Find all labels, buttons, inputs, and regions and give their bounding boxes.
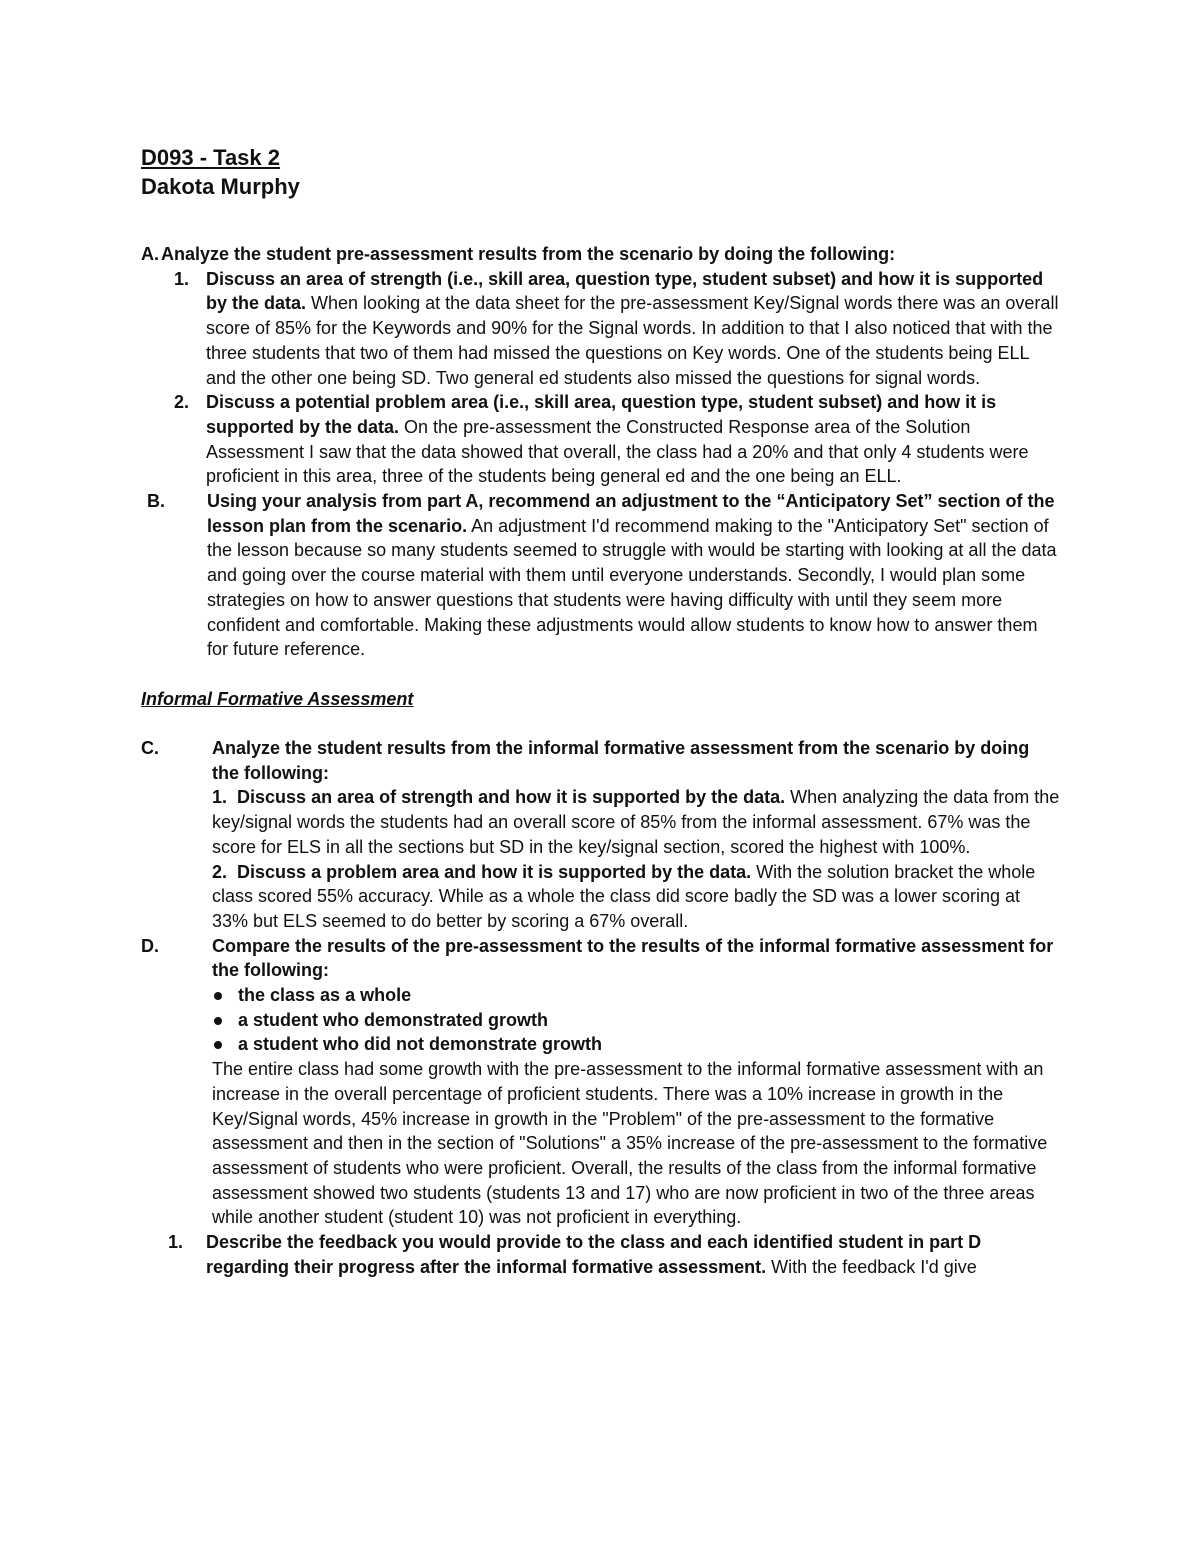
section-b — [141, 489, 1061, 662]
section-c-item-1-paragraph — [212, 785, 1061, 859]
section-c-letter: C. — [141, 738, 159, 759]
section-d-heading: Compare the results of the pre-assessment to the results of the informal formative assessment for the following: — [212, 935, 1054, 981]
section-c-item-2-response: With the solution bracket the whole class scored 55% accuracy. While as a whole the class did score badly the SD was a lower scoring at 33% but ELS seemed to do better by scoring a 67% overall. — [212, 861, 1036, 931]
section-c-heading: Analyze the student results from the informal formative assessment from the scenario by doing the following: — [212, 738, 1030, 783]
section-a-heading: Analyze the student pre-assessment results from the scenario by doing the following: — [161, 244, 896, 264]
section-d-bullet-1 — [212, 983, 1061, 1008]
section-d-bullet-3 — [212, 1032, 1061, 1057]
section-c-item-2-prompt: Discuss a problem area and how it is supported by the data. — [237, 861, 752, 882]
section-a-item-1-number: 1. — [174, 268, 190, 289]
section-a — [141, 242, 1061, 267]
section-a-item-1 — [141, 267, 1061, 391]
section-d-bullet-3-text: a student who did not demonstrate growth — [238, 1034, 602, 1055]
section-a-item-2-prompt: Discuss a potential problem area (i.e., skill area, question type, student subset) and how it is supported by the data. — [206, 392, 997, 437]
author-name: Dakota Murphy — [141, 174, 300, 199]
section-c-item-1-prompt: Discuss an area of strength and how it is supported by the data. — [237, 787, 786, 808]
section-d-bullet-2 — [212, 1008, 1061, 1033]
section-b-response: An adjustment I'd recommend making to the "Anticipatory Set" section of the lesson because so many students seemed to struggle with would be starting with looking at all the data and going over the course material with them until everyone understands. Secondly, I would plan some strategies on how to answer questions that students were having difficulty with until they seem more confident and comfortable. Making these adjustments would allow students to know how to answer them for future reference. — [207, 515, 1057, 660]
section-d-item-1-number: 1. — [168, 1232, 184, 1253]
document-title: D093 - Task 2 — [141, 145, 281, 170]
section-d-response: The entire class had some growth with the pre-assessment to the informal formative assessment with an increase in the overall percentage of proficient students. There was a 10% increase in growth in the Key/Signal words, 45% increase in growth in the "Problem" of the pre-assessment to the formative assessment and then in the section of "Solutions" a 35% increase of the pre-assessment to the formative assessment of students who were proficient. Overall, the results of the class from the informal formative assessment showed two students (students 13 and 17) who are now proficient in two of the three areas while another student (student 10) was not proficient in everything. — [212, 1059, 1048, 1228]
bullet-dot-icon — [214, 992, 222, 1000]
section-b-paragraph — [207, 489, 1061, 662]
section-d-bullet-2-text: a student who demonstrated growth — [238, 1009, 549, 1030]
section-d-item-1-prompt: Describe the feedback you would provide to the class and each identified student in part D regarding their progress after the informal formative assessment. — [206, 1232, 982, 1277]
section-c-item-2-number: 2. — [212, 861, 228, 882]
section-d-item-1 — [141, 1230, 1061, 1279]
informal-formative-assessment-heading: Informal Formative Assessment — [141, 688, 414, 709]
section-c — [141, 736, 1061, 934]
section-a-item-2 — [141, 390, 1061, 489]
section-a-letter: A. — [141, 244, 159, 264]
section-a-item-1-prompt: Discuss an area of strength (i.e., skill area, question type, student subset) and how it is supported by the data. — [206, 268, 1044, 314]
section-a-item-2-number: 2. — [174, 392, 190, 413]
section-d-item-1-paragraph — [206, 1230, 1061, 1279]
section-a-item-1-paragraph — [206, 267, 1061, 391]
section-a-item-2-paragraph — [206, 390, 1061, 489]
section-b-letter: B. — [147, 491, 165, 512]
section-d-bullet-1-text: the class as a whole — [238, 985, 412, 1006]
bullet-dot-icon — [214, 1017, 222, 1025]
section-b-prompt: Using your analysis from part A, recommend an adjustment to the “Anticipatory Set” section of the lesson plan from the scenario. — [207, 491, 1055, 536]
section-a-item-2-response: On the pre-assessment the Constructed Response area of the Solution Assessment I saw that the data showed that overall, the class had a 20% and that only 4 students were proficient in this area, three of the students being general ed and the one being an ELL. — [206, 416, 1029, 487]
document-body — [141, 242, 1061, 1280]
section-d-item-1-response: With the feedback I'd give — [766, 1256, 977, 1277]
section-c-item-1-number: 1. — [212, 787, 228, 808]
section-d-letter: D. — [141, 935, 159, 956]
section-d — [141, 934, 1061, 1230]
bullet-dot-icon — [214, 1041, 222, 1049]
section-a-item-1-response: When looking at the data sheet for the pre-assessment Key/Signal words there was an overall score of 85% for the Keywords and 90% for the Signal words. In addition to that I also noticed that with the three students that two of them had missed the questions on Key words. One of the students being ELL and the other one being SD. Two general ed students also missed the questions for signal words. — [206, 293, 1059, 388]
section-c-item-2-paragraph — [212, 860, 1061, 934]
document-header — [141, 143, 300, 201]
section-c-item-1-response: When analyzing the data from the key/signal words the students had an overall score of 85% from the informal assessment. 67% was the score for ELS in all the sections but SD in the key/signal section, scored the highest with 100%. — [212, 787, 1060, 857]
